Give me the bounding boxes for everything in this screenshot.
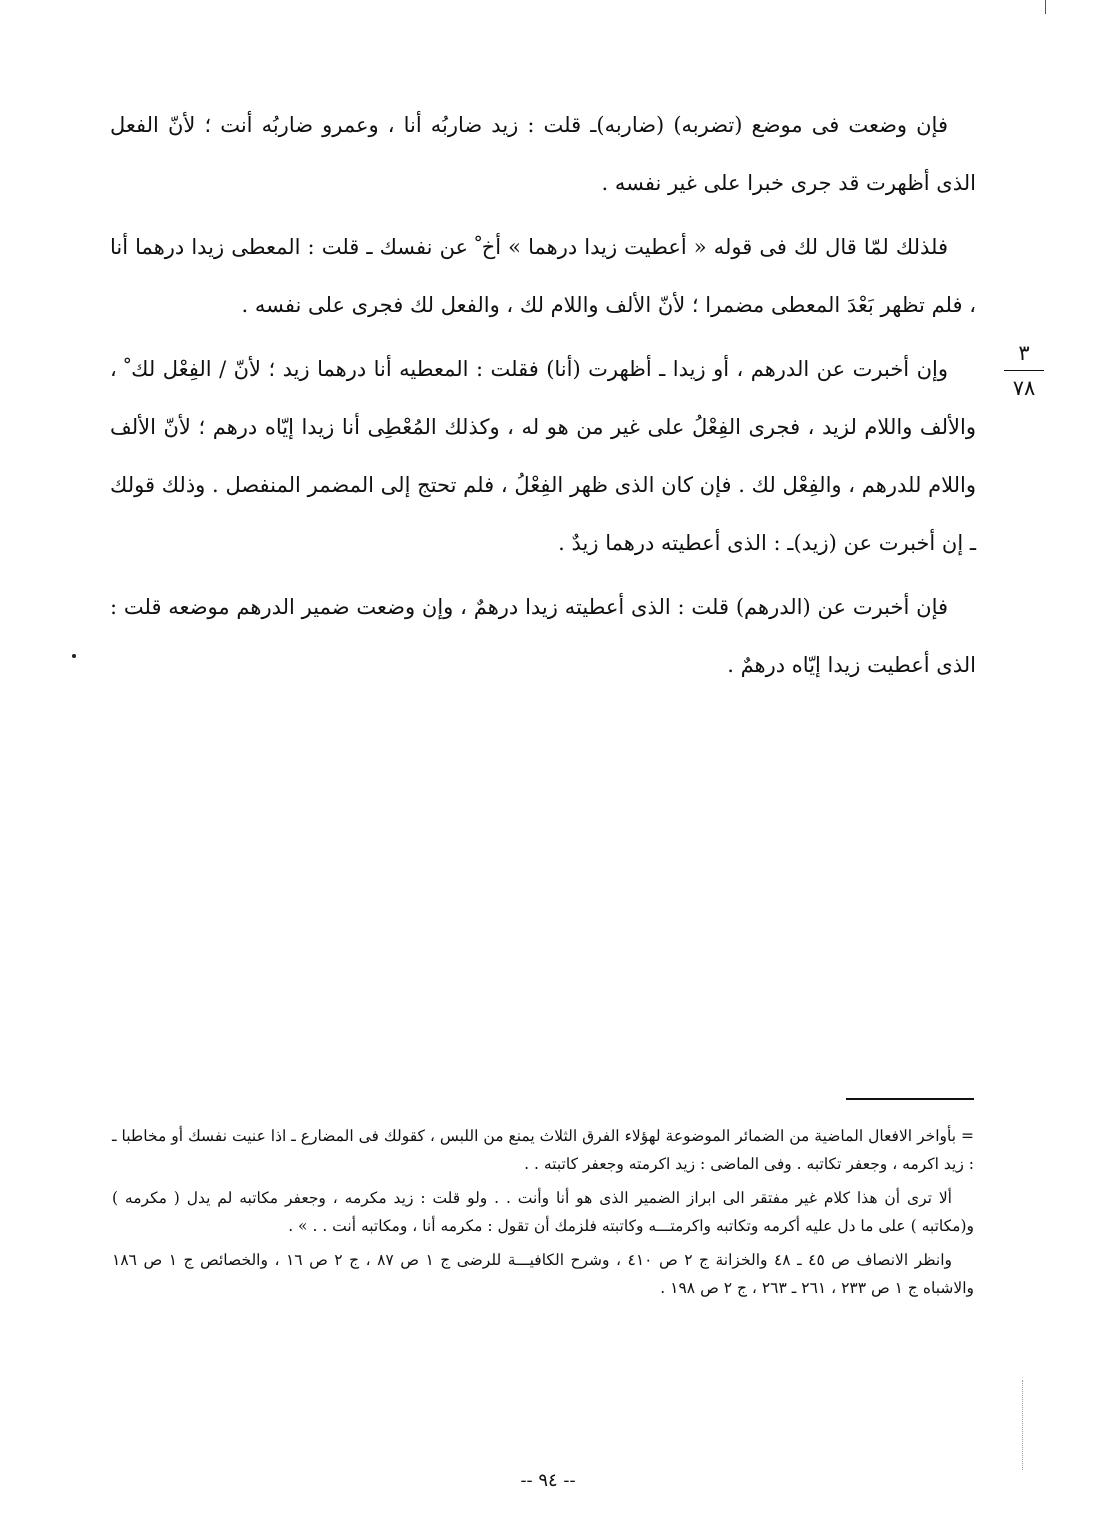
margin-ref-bottom: ٧٨ [1012, 376, 1036, 400]
footnote-paragraph: ألا ترى أن هذا كلام غير مفتقر الى ابراز الضمير الذى هو أنا وأنت . . ولو قلت : زيد مكرمه ، وجعفر مكاتبه لم يدل ( مكرمه ) و(مكاتبه ) على ما دل عليه أكرمه وتكاتبه واكرمتـــه وكاتبته فلزمك أن تقول : مكرمه أنا ، ومكاتبه أنت . . » . [112, 1189, 974, 1235]
scan-edge-mark [1045, 0, 1046, 14]
footnotes [112, 1122, 974, 1308]
margin-ref-top: ٣ [1018, 341, 1030, 365]
footnote-separator [846, 1098, 974, 1100]
paragraph-3: وإن أخبرت عن الدرهم ، أو زيدا ـ أظهرت (أنا) فقلت : المعطيه أنا درهما زيد ؛ لأنّ / الفِعْل لك ْ ، والألف واللام لزيد ، فجرى الفِعْلُ على غير من هو له ، وكذلك المُعْطِى أنا زيدا إيّاه درهم ؛ لأنّ الألف واللام للدرهم ، والفِعْل لك . فإن كان الذى ظهر الفِعْلُ ، فلم تحتج إلى المضمر المنفصل . وذلك قولك ـ إن أخبرت عن (زيد)ـ : الذى أعطيته درهما زيدٌ . [110, 357, 976, 555]
paragraph-1: فإن وضعت فى موضع (تضربه) (ضاربه)ـ قلت : زيد ضاربُه أنا ، وعمرو ضاربُه أنت ؛ لأنّ الفعل الذى أظهرت قد جرى خبرا على غير نفسه . [110, 113, 976, 195]
footnote-continuation: = بأواخر الافعال الماضية من الضمائر الموضوعة لهؤلاء الفرق الثلاث يمنع من اللبس ، كقولك فى المضارع ـ اذا عنيت نفسك أو مخاطبا ـ : زيد اكرمه ، وجعفر تكاتبه . وفى الماضى : زيد اكرمته وجعفر كاتبته . . [112, 1127, 974, 1173]
margin-ref-divider [1004, 370, 1044, 371]
paragraph-2: فلذلك لمّا قال لك فى قوله « أعطيت زيدا درهما » أخ ْ عن نفسك ـ قلت : المعطى زيدا درهما أنا ، فلم تظهر بَعْدَ المعطى مضمرا ؛ لأنّ الألف واللام لك ، والفعل لك فجرى على نفسه . [110, 235, 976, 317]
footnote-references: وانظر الانصاف ص ٤٥ ـ ٤٨ والخزانة ج ٢ ص ٤١٠ ، وشرح الكافيـــة للرضى ج ١ ص ٨٧ ، ج ٢ ص ١٦ ، والخصائص ج ١ ص ١٨٦ والاشباه ج ١ ص ٢٣٣ ، ٢٦١ ـ ٢٦٣ ، ج ٢ ص ١٩٨ . [112, 1251, 974, 1297]
ink-speck [72, 654, 76, 658]
scan-edge-dots [1022, 1380, 1024, 1470]
page-number: -- ٩٤ -- [520, 1470, 576, 1491]
margin-folio-reference [1000, 340, 1048, 401]
paragraph-4: فإن أخبرت عن (الدرهم) قلت : الذى أعطيته زيدا درهمٌ ، وإن وضعت ضمير الدرهم موضعه قلت : الذى أعطيت زيدا إيّاه درهمٌ . [110, 595, 976, 677]
main-text [110, 96, 976, 700]
